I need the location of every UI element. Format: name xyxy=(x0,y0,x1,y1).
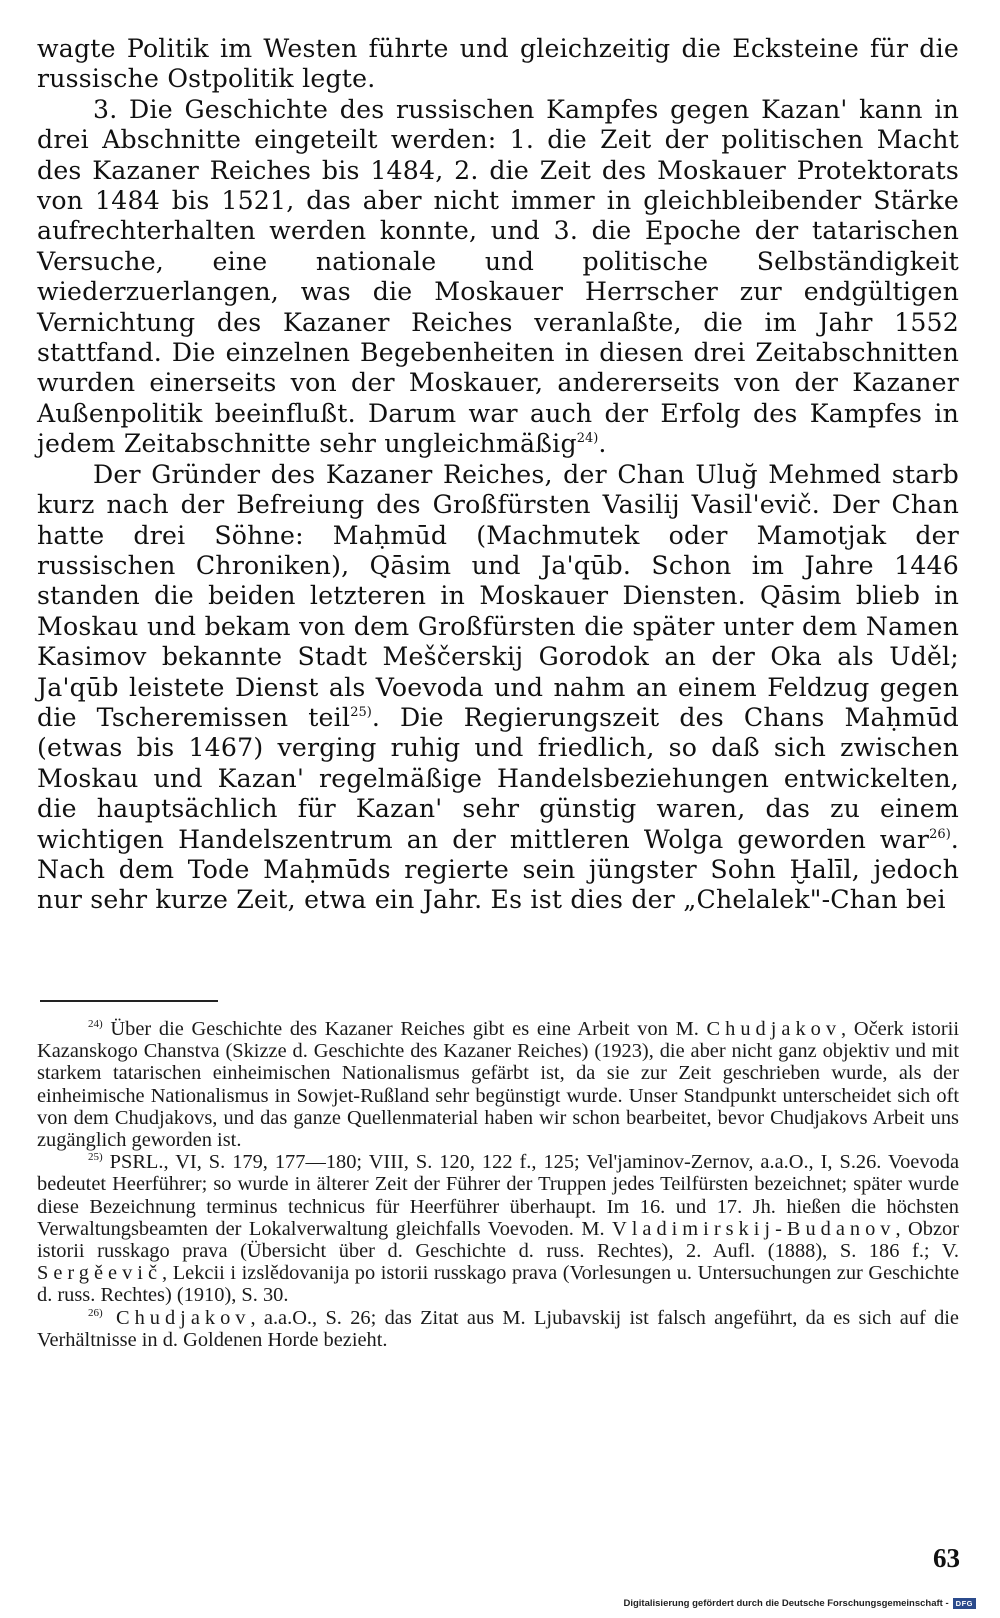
paragraph-text: . Die Regierungszeit des Chans Maḥmūd (etwas bis 1467) verging ruhig und friedlich, so daß sich zwischen Moskau und Kazan' regelmäßige Handelsbeziehungen entwickelten, die hauptsächlich für Kazan' sehr günstig waren, das zu einem wichtigen Handelszentrum an der mittleren Wolga geworden war xyxy=(37,702,959,854)
main-text xyxy=(37,34,959,916)
footnote-text: , Obzor istorii russkago prava (Übersicht über d. Geschichte d. russ. Rechtes), 2. Aufl. (1888), S. 186 f.; V. xyxy=(37,1217,959,1263)
author-name: Chudjakov xyxy=(706,1018,842,1040)
footnotes xyxy=(37,1018,959,1351)
dfg-logo-icon: DFG xyxy=(953,1598,976,1609)
paragraph xyxy=(37,34,959,95)
footnote-text: , a.a.O., S. 26; das Zitat aus M. Ljubavskij ist falsch angeführt, da es sich auf die Verhältnisse in d. Goldenen Horde bezieht. xyxy=(37,1306,959,1351)
footnote-ref: 25) xyxy=(350,704,372,720)
footnote xyxy=(37,1151,959,1306)
footnote-text: , Lekcii i izslědovanija po istorii russkago prava (Vorlesungen u. Untersuchungen zur Geschichte d. russ. Rechtes) (1910), S. 30. xyxy=(37,1262,959,1307)
footnote-ref: 26) xyxy=(929,826,951,842)
paragraph-text: . Nach dem Tode Maḥmūds regierte sein jüngster Sohn Ḫalīl, jedoch nur sehr kurze Zeit, etwa ein Jahr. Es ist dies der „Chelalek"-Chan bei xyxy=(37,824,959,915)
author-name: Vladimirskij-Budanov xyxy=(612,1217,896,1240)
paragraph xyxy=(37,95,959,460)
paragraph xyxy=(37,460,959,916)
credit-text: Digitalisierung gefördert durch die Deutsche Forschungsgemeinschaft - xyxy=(623,1598,949,1609)
footnote-text: Über die Geschichte des Kazaner Reiches gibt es eine Arbeit von M. xyxy=(102,1018,707,1040)
digitization-credit xyxy=(623,1598,976,1609)
footnote-text: , Očerk istorii Kazanskogo Chanstva (Skizze d. Geschichte des Kazaner Reiches) (1923), die aber nicht ganz objektiv und mit starkem tatarischen einheimischen Nationalismus gefärbt ist, da sie zur Zeit geschrieben wurde, als der einheimische Nationalismus in Sowjet-Rußland sehr begünstigt wurde. Unser Standpunkt unterscheidet sich oft von dem Chudjakovs, und das ganze Quellenmaterial haben wir schon bearbeitet, bevor Chudjakovs Arbeit uns zugänglich geworden ist. xyxy=(37,1018,960,1152)
footnote-divider xyxy=(40,1000,218,1002)
footnote xyxy=(37,1307,959,1351)
page-number: 63 xyxy=(933,1543,960,1573)
paragraph-text: 3. Die Geschichte des russischen Kampfes gegen Kazan' kann in drei Abschnitte eingeteilt werden: 1. die Zeit der politischen Macht des Kazaner Reiches bis 1484, 2. die Zeit des Moskauer Protektorats von 1484 bis 1521, das aber nicht immer in gleichbleibender Stärke aufrechterhalten werden konnte, und 3. die Epoche der tatarischen Versuche, eine nationale und politische Selbständigkeit wiederzuerlangen, was die Moskauer Herrscher zur endgültigen Vernichtung des Kazaner Reiches veranlaßte, die im Jahr 1552 stattfand. Die einzelnen Begebenheiten in diesen drei Zeitabschnitten wurden einerseits von der Moskauer, andererseits von der Kazaner Außenpolitik beeinflußt. Darum war auch der Erfolg des Kampfes in jedem Zeitabschnitte sehr ungleichmäßig xyxy=(37,94,959,459)
paragraph-text: . xyxy=(598,429,607,459)
footnote-mark: 26) xyxy=(88,1306,103,1319)
footnote-mark: 24) xyxy=(88,1018,103,1030)
footnote-text: PSRL., VI, S. 179, 177—180; VIII, S. 120, 122 f., 125; Vel'jaminov-Zernov, a.a.O., I, S.26. Voevoda bedeutet Heerführer; so wurde in älterer Zeit der Führer der Truppen jedes Teilfürsten bezeichnet; später wurde diese Bezeichnung terminus technicus für Heerführer überhaupt. Im 16. und 17. Jh. hießen die höchsten Verwaltungsbeamten der Lokalverwaltung gleichfalls Voevoden. M. xyxy=(37,1151,959,1240)
paragraph-text: Der Gründer des Kazaner Reiches, der Chan Uluğ Mehmed starb kurz nach der Befreiung des Großfürsten Vasilij Vasil'evič. Der Chan hatte drei Söhne: Maḥmūd (Machmutek oder Mamotjak der russischen Chroniken), Qāsim und Ja'qūb. Schon im Jahre 1446 standen die beiden letzteren in Moskauer Diensten. Qāsim blieb in Moskau und bekam von dem Großfürsten die später unter dem Namen Kasimov bekannte Stadt Meščerskij Gorodok an der Oka als Uděl; Ja'qūb leistete Dienst als Voevoda und nahm an einem Feldzug gegen die Tscheremissen teil xyxy=(37,459,959,732)
author-name: Sergěevič xyxy=(37,1262,163,1285)
paragraph-text: wagte Politik im Westen führte und gleichzeitig die Ecksteine für die russische Ostpolitik legte. xyxy=(37,34,959,94)
author-name: Chudjakov xyxy=(102,1306,251,1329)
footnote-mark: 25) xyxy=(88,1151,103,1164)
footnote xyxy=(37,1018,959,1151)
footnote-ref: 24) xyxy=(576,431,599,447)
